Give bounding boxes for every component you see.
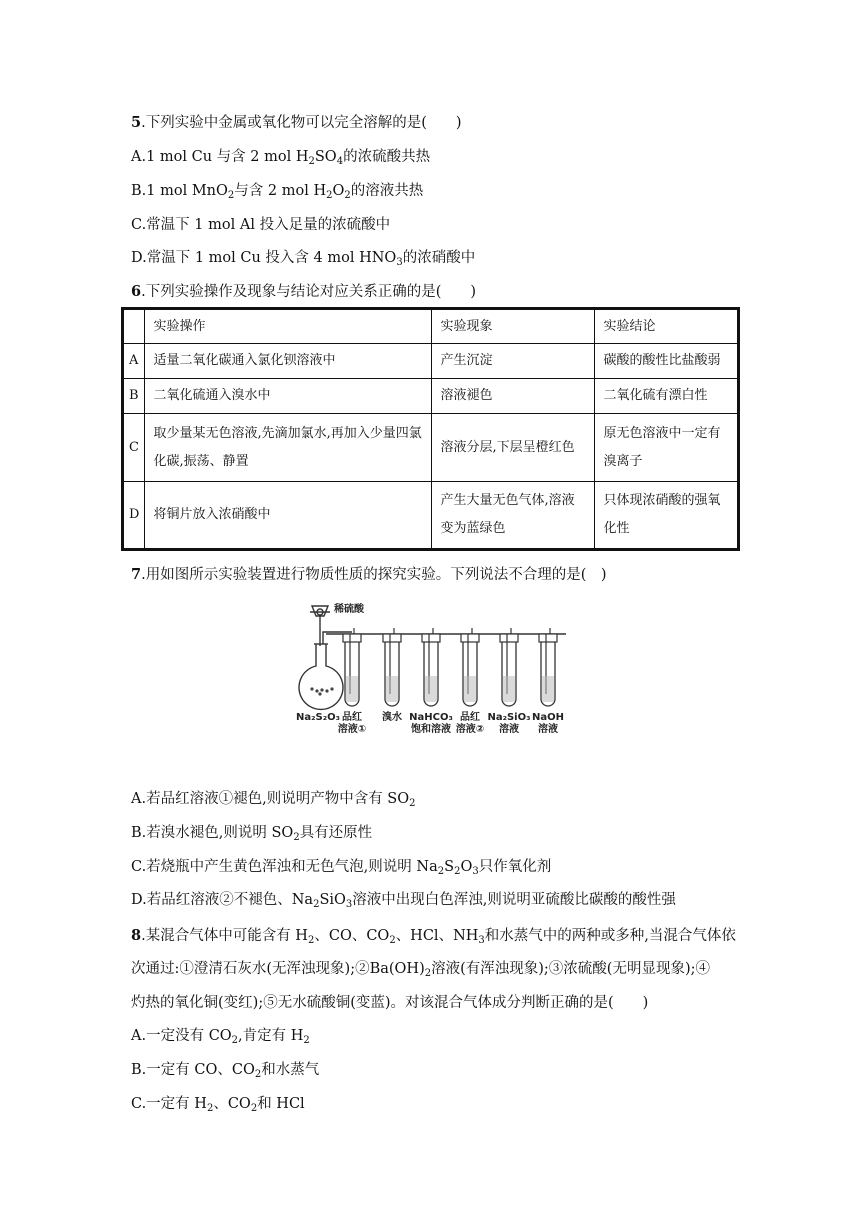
- tube-label: NaOH: [532, 712, 564, 723]
- q8-option-c: C.一定有 $H_2$、$CO_2$和 HCl: [131, 1096, 305, 1114]
- q5-option-b: B.1 mol MnO$_2$与含 2 mol $H_2O_2$的溶液共热: [131, 183, 424, 201]
- test-tube-icon: [461, 628, 479, 706]
- test-tube-icon: [539, 628, 557, 706]
- table-header-cell: 实验操作: [145, 309, 432, 344]
- q7-option-d: D.若品红溶液②不褪色、$Na_2SiO_3$溶液中出现白色浑浊,则说明亚硫酸比碳酸的酸性强: [131, 892, 676, 910]
- tube-label: 溶液①: [337, 724, 367, 735]
- tube-label: Na₂SiO₃: [487, 712, 531, 723]
- q6-stem: 6.下列实验操作及现象与结论对应关系正确的是( ): [131, 283, 477, 300]
- test-tube-icon: [500, 628, 518, 706]
- row-operation: 二氧化硫通入溴水中: [145, 379, 432, 414]
- tube-label: 溶液: [538, 724, 558, 735]
- row-conclusion: 二氧化硫有漂白性: [595, 379, 739, 414]
- table-row: [123, 344, 739, 379]
- q7-option-c: C.若烧瓶中产生黄色浑浊和无色气泡,则说明 $Na_2S_2O_3$只作氧化剂: [131, 859, 552, 877]
- row-label: A: [123, 344, 145, 379]
- apparatus-diagram: [290, 594, 580, 744]
- row-label: B: [123, 379, 145, 414]
- row-phenomenon: 产生大量无色气体,溶液变为蓝绿色: [432, 482, 595, 550]
- q5-stem: 5.下列实验中金属或氧化物可以完全溶解的是( ): [131, 114, 462, 131]
- tube-label: 溶液②: [455, 724, 485, 735]
- row-operation: 将铜片放入浓硝酸中: [145, 482, 432, 550]
- row-phenomenon: 产生沉淀: [432, 344, 595, 379]
- q8-option-b: B.一定有 CO、$CO_2$和水蒸气: [131, 1062, 320, 1080]
- tube-label: 品红: [460, 712, 480, 723]
- q8-number: 8: [131, 927, 142, 944]
- table-header-cell: 实验现象: [432, 309, 595, 344]
- row-label: C: [123, 414, 145, 482]
- q7-option-a: A.若品红溶液①褪色,则说明产物中含有 $SO_2$: [131, 791, 416, 809]
- q8-stem-line1: 8.某混合气体中可能含有 $H_2$、CO、$CO_2$、HCl、$NH_3$和水蒸气中的两种或多种,当混合气体依: [131, 927, 736, 946]
- test-tube-icon: [343, 628, 361, 706]
- flask-icon: [299, 644, 343, 709]
- flask-label: Na₂S₂O₃: [296, 712, 340, 723]
- row-phenomenon: 溶液分层,下层呈橙红色: [432, 414, 595, 482]
- row-conclusion: 只体现浓硝酸的强氧化性: [595, 482, 739, 550]
- q5-option-c: C.常温下 1 mol Al 投入足量的浓硫酸中: [131, 217, 391, 233]
- acid-label: 稀硫酸: [334, 604, 364, 615]
- q8-stem-line2: 次通过:①澄清石灰水(无浑浊现象)$;②Ba(OH)_2$溶液(有浑浊现象);③浓硫酸(无明显现象);④: [131, 961, 711, 979]
- q7-stem: 7.用如图所示实验装置进行物质性质的探究实验。下列说法不合理的是( ): [131, 566, 607, 583]
- tube-label: 溴水: [382, 712, 402, 723]
- tube-label: 品红: [342, 712, 362, 723]
- test-tube-icon: [383, 628, 401, 706]
- q5-option-d: D.常温下 1 mol Cu 投入含 4 mol $HNO_3$的浓硝酸中: [131, 250, 476, 268]
- row-operation: 适量二氧化碳通入氯化钡溶液中: [145, 344, 432, 379]
- q7-number: 7: [131, 566, 142, 583]
- row-phenomenon: 溶液褪色: [432, 379, 595, 414]
- q5-number: 5: [131, 114, 142, 131]
- table-row: [123, 379, 739, 414]
- tube-label: 溶液: [499, 724, 519, 735]
- table-header-cell: 实验结论: [595, 309, 739, 344]
- table-header-cell: [123, 309, 145, 344]
- row-label: D: [123, 482, 145, 550]
- q7-option-b: B.若溴水褪色,则说明 $SO_2$具有还原性: [131, 825, 373, 843]
- tube-label: 饱和溶液: [411, 724, 451, 735]
- row-conclusion: 原无色溶液中一定有溴离子: [595, 414, 739, 482]
- q8-stem-line3: 灼热的氧化铜(变红);⑤无水硫酸铜(变蓝)。对该混合气体成分判断正确的是( ): [131, 995, 649, 1011]
- row-conclusion: 碳酸的酸性比盐酸弱: [595, 344, 739, 379]
- row-operation: 取少量某无色溶液,先滴加氯水,再加入少量四氯化碳,振荡、静置: [145, 414, 432, 482]
- q6-number: 6: [131, 283, 142, 300]
- table-row: [123, 414, 739, 482]
- table-row: [123, 482, 739, 550]
- tube-label: NaHCO₃: [409, 712, 453, 723]
- q5-option-a: A.1 mol Cu 与含 2 mol $H_2SO_4$的浓硫酸共热: [131, 149, 431, 167]
- test-tube-icon: [422, 628, 440, 706]
- q6-table: [121, 307, 740, 551]
- table-header-row: [123, 309, 739, 344]
- q8-option-a: A.一定没有 $CO_2$,肯定有 $H_2$: [131, 1028, 310, 1046]
